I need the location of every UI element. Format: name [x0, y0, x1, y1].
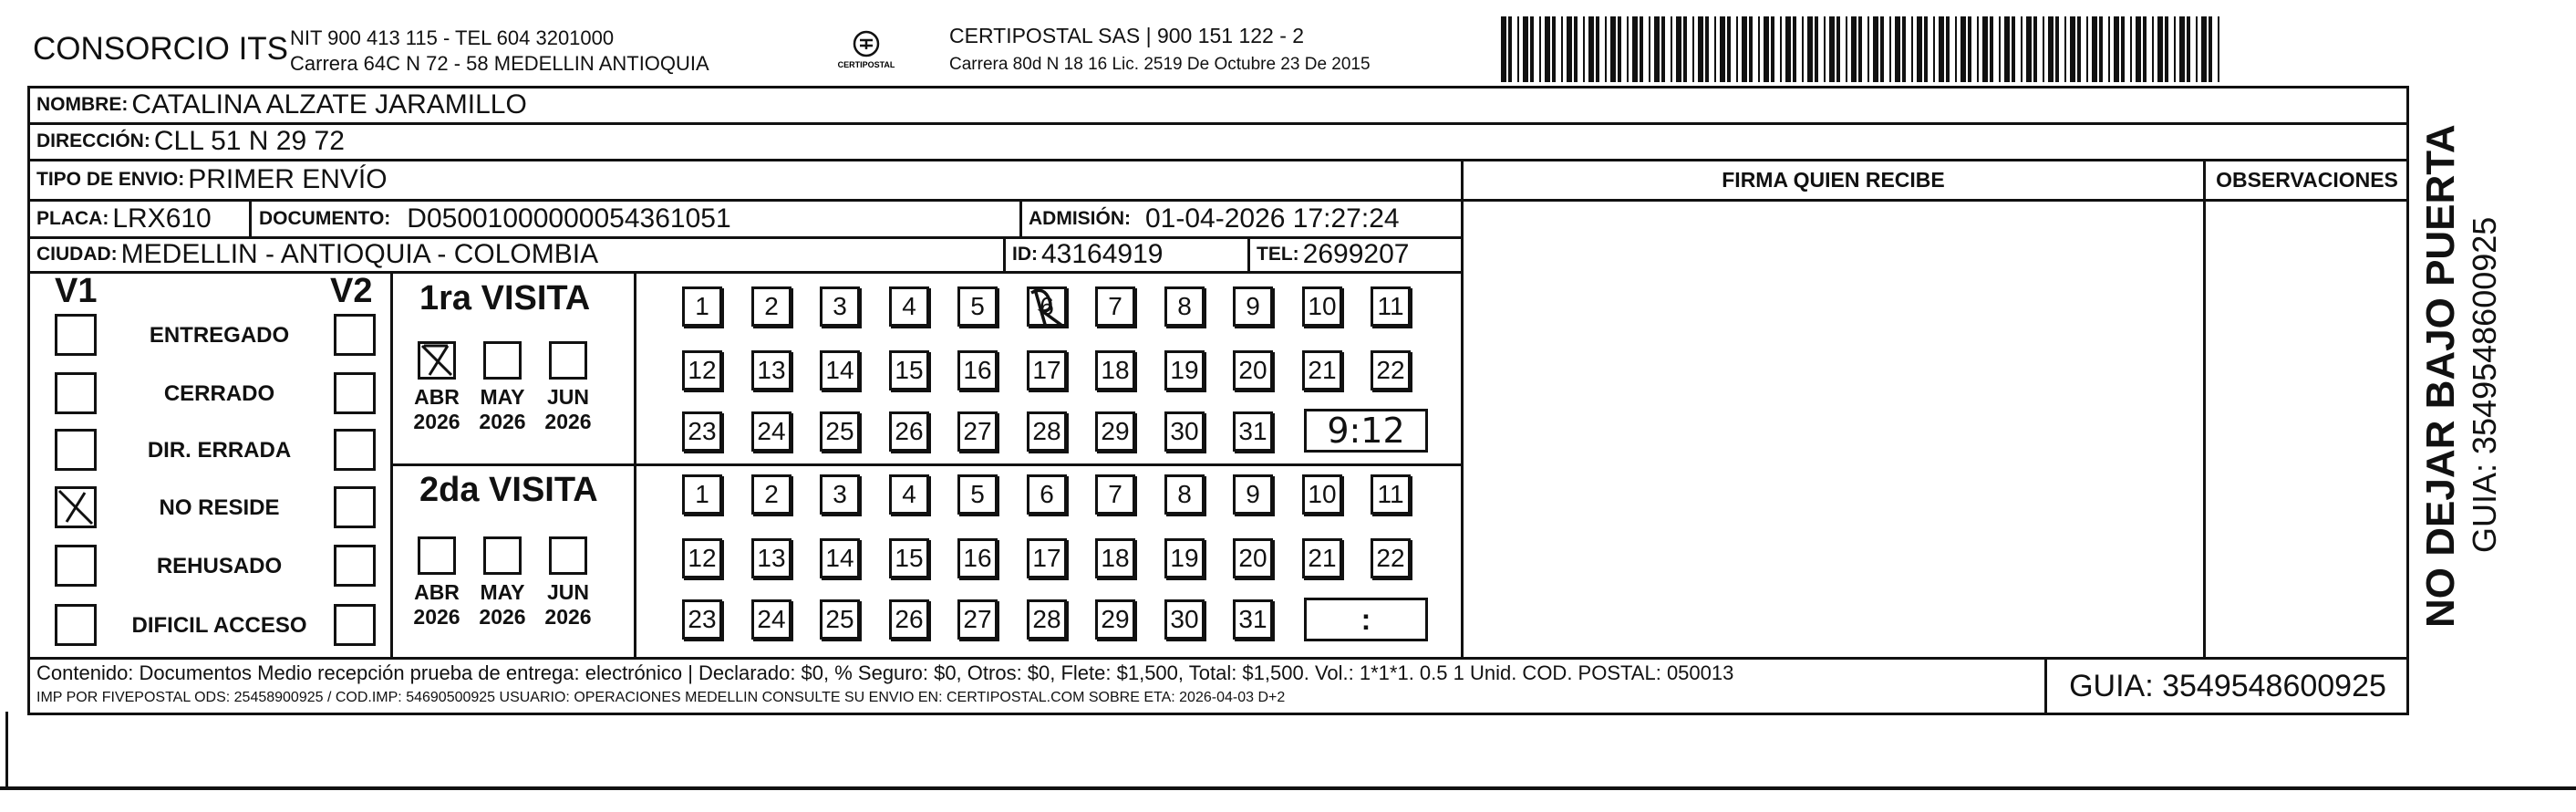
- tel-value: 2699207: [1302, 239, 1410, 269]
- day-box[interactable]: 7: [1095, 474, 1135, 515]
- documento-label: DOCUMENTO:: [259, 207, 391, 229]
- day-box[interactable]: 26: [889, 411, 929, 452]
- id-cell: [1007, 238, 1163, 271]
- admision-cell: [1023, 201, 1400, 236]
- visit1-time[interactable]: 9:12: [1304, 409, 1428, 453]
- day-box[interactable]: 20: [1233, 350, 1273, 390]
- nombre-label: NOMBRE:: [36, 94, 129, 115]
- visit-divider: [390, 463, 1461, 466]
- day-box[interactable]: 2: [751, 286, 791, 327]
- day-box[interactable]: 27: [957, 599, 998, 640]
- tel-cell: [1251, 238, 1409, 271]
- day-box[interactable]: 11: [1371, 286, 1411, 327]
- day-box[interactable]: 3: [820, 474, 860, 515]
- day-box[interactable]: 21: [1302, 538, 1342, 578]
- day-box[interactable]: 17: [1027, 350, 1067, 390]
- tipo-label: TIPO DE ENVIO:: [36, 169, 185, 190]
- day-box[interactable]: 28: [1027, 411, 1067, 452]
- day-box[interactable]: 15: [889, 350, 929, 390]
- v1-checkbox[interactable]: [55, 429, 97, 471]
- day-box[interactable]: 29: [1095, 599, 1135, 640]
- row-divider: [27, 122, 2409, 125]
- day-box[interactable]: 12: [682, 538, 722, 578]
- day-box[interactable]: 21: [1302, 350, 1342, 390]
- tel-label: TEL:: [1257, 244, 1299, 265]
- day-box[interactable]: 10: [1302, 286, 1342, 327]
- placa-label: PLACA:: [36, 207, 109, 229]
- v2-checkbox[interactable]: [334, 429, 376, 471]
- month-label: ABR 2026: [413, 385, 460, 433]
- day-box[interactable]: 27: [957, 411, 998, 452]
- day-box[interactable]: 15: [889, 538, 929, 578]
- ciudad-value: MEDELLIN - ANTIOQUIA - COLOMBIA: [120, 239, 599, 269]
- day-box[interactable]: 1: [682, 474, 722, 515]
- day-box[interactable]: 28: [1027, 599, 1067, 640]
- pen-mark: [1026, 284, 1071, 339]
- day-box[interactable]: 25: [820, 599, 860, 640]
- cell-divider: [1019, 199, 1022, 236]
- carrier-address: Carrera 80d N 18 16 Lic. 2519 De Octubre 23 De 2015: [949, 55, 1371, 74]
- status-label: NO RESIDE: [159, 495, 280, 520]
- logo-text: CERTIPOSTAL: [837, 60, 895, 69]
- cell-divider: [249, 199, 252, 236]
- month-label: JUN 2026: [544, 385, 592, 433]
- day-box[interactable]: 31: [1233, 411, 1273, 452]
- day-box[interactable]: 4: [889, 474, 929, 515]
- admision-label: ADMISIÓN:: [1029, 207, 1131, 229]
- day-box[interactable]: 19: [1164, 350, 1205, 390]
- side-guia: GUIA: 3549548600925: [2466, 216, 2503, 553]
- v2-checkbox[interactable]: [334, 545, 376, 587]
- observaciones-header: OBSERVACIONES: [2216, 167, 2398, 192]
- page-edge: [0, 786, 2576, 790]
- day-box[interactable]: 14: [820, 350, 860, 390]
- day-box[interactable]: 20: [1233, 538, 1273, 578]
- barcode: [1501, 16, 2227, 82]
- day-box[interactable]: 1: [682, 286, 722, 327]
- v1-checkbox[interactable]: [55, 372, 97, 414]
- day-box[interactable]: 7: [1095, 286, 1135, 327]
- direccion-row: [31, 124, 345, 159]
- visit1-title: 1ra VISITA: [419, 279, 591, 318]
- day-box[interactable]: 18: [1095, 538, 1135, 578]
- day-box[interactable]: 13: [751, 538, 791, 578]
- day-box[interactable]: 9: [1233, 286, 1273, 327]
- day-box[interactable]: 25: [820, 411, 860, 452]
- day-box[interactable]: 19: [1164, 538, 1205, 578]
- documento-value: D05001000000054361051: [407, 203, 731, 234]
- month-checkbox[interactable]: [418, 536, 456, 575]
- v1-checkbox[interactable]: [55, 604, 97, 646]
- day-box[interactable]: 16: [957, 538, 998, 578]
- day-box[interactable]: 24: [751, 411, 791, 452]
- v2-checkbox[interactable]: [334, 486, 376, 528]
- month-label: JUN 2026: [544, 580, 592, 629]
- day-box[interactable]: 18: [1095, 350, 1135, 390]
- guia-box: GUIA: 3549548600925: [2069, 668, 2386, 703]
- v2-label: V2: [330, 272, 373, 310]
- direccion-label: DIRECCIÓN:: [36, 130, 150, 151]
- v2-checkbox[interactable]: [334, 372, 376, 414]
- day-box[interactable]: 24: [751, 599, 791, 640]
- visit2-title: 2da VISITA: [419, 471, 598, 509]
- v2-checkbox[interactable]: [334, 314, 376, 356]
- day-box[interactable]: 10: [1302, 474, 1342, 515]
- carrier-line: CERTIPOSTAL SAS | 900 151 122 - 2: [949, 24, 1305, 47]
- day-box[interactable]: 17: [1027, 538, 1067, 578]
- month-checkbox[interactable]: [483, 536, 522, 575]
- day-box[interactable]: 4: [889, 286, 929, 327]
- day-box[interactable]: 14: [820, 538, 860, 578]
- day-box[interactable]: 22: [1371, 538, 1411, 578]
- day-box[interactable]: 22: [1371, 350, 1411, 390]
- side-warning: NO DEJAR BAJO PUERTA: [2418, 124, 2463, 628]
- month-label: ABR 2026: [413, 580, 460, 629]
- status-label: DIFICIL ACCESO: [131, 613, 307, 638]
- day-box[interactable]: 16: [957, 350, 998, 390]
- certipostal-logo: [830, 26, 903, 80]
- id-value: 43164919: [1041, 239, 1164, 269]
- visit2-time[interactable]: :: [1304, 598, 1428, 641]
- month-checkbox[interactable]: [483, 341, 522, 380]
- documento-cell: [253, 201, 731, 236]
- day-box[interactable]: 2: [751, 474, 791, 515]
- status-label: CERRADO: [163, 381, 275, 406]
- direccion-value: CLL 51 N 29 72: [153, 126, 345, 156]
- status-label: DIR. ERRADA: [147, 438, 292, 463]
- month-checkbox[interactable]: [418, 341, 456, 380]
- day-box[interactable]: 29: [1095, 411, 1135, 452]
- tipo-value: PRIMER ENVÍO: [188, 164, 388, 194]
- day-box[interactable]: 8: [1164, 286, 1205, 327]
- footer-divider: [2044, 657, 2047, 715]
- day-box[interactable]: 5: [957, 286, 998, 327]
- observations-divider: [2203, 159, 2206, 657]
- v1-checkbox[interactable]: [55, 545, 97, 587]
- cell-divider: [1003, 236, 1006, 271]
- day-box[interactable]: 26: [889, 599, 929, 640]
- nombre-row: [31, 88, 527, 122]
- placa-cell: [31, 201, 212, 236]
- day-box[interactable]: 3: [820, 286, 860, 327]
- id-label: ID:: [1012, 244, 1038, 265]
- v1-label: V1: [55, 272, 98, 310]
- month-checkbox[interactable]: [549, 341, 587, 380]
- placa-value: LRX610: [112, 203, 212, 234]
- firma-header: FIRMA QUIEN RECIBE: [1722, 167, 1945, 192]
- status-label: ENTREGADO: [149, 323, 290, 348]
- day-box[interactable]: 6: [1027, 474, 1067, 515]
- footer-print-line: IMP POR FIVEPOSTAL ODS: 25458900925 / COD.IMP: 54690500925 USUARIO: OPERACIONES MEDELLIN CONSULTE SU ENVIO EN: CERTIPOSTAL.COM SOBRE ETA: 2026-04-03 D+2: [36, 690, 1286, 705]
- cell-divider: [1247, 236, 1250, 271]
- month-label: MAY 2026: [479, 385, 526, 433]
- day-box[interactable]: 23: [682, 411, 722, 452]
- day-box[interactable]: 30: [1164, 411, 1205, 452]
- day-box[interactable]: 5: [957, 474, 998, 515]
- nombre-value: CATALINA ALZATE JARAMILLO: [131, 89, 527, 120]
- day-box[interactable]: 9: [1233, 474, 1273, 515]
- month-label: MAY 2026: [479, 580, 526, 629]
- v1-checkbox[interactable]: [55, 486, 97, 528]
- admision-value: 01-04-2026 17:27:24: [1145, 203, 1400, 234]
- page-edge: [5, 712, 8, 788]
- day-box[interactable]: 12: [682, 350, 722, 390]
- brand-name: CONSORCIO ITS: [33, 31, 289, 67]
- day-box[interactable]: 11: [1371, 474, 1411, 515]
- day-box[interactable]: 6: [1027, 286, 1067, 327]
- day-box[interactable]: 13: [751, 350, 791, 390]
- footer-content-line: Contenido: Documentos Medio recepción prueba de entrega: electrónico | Declarado: $0, % Seguro: $0, Otros: $0, Flete: $1,500, Total: $1,500. Vol.: 1*1*1. 0.5 1 Unid. COD. POSTAL: 050013: [36, 661, 1734, 684]
- v2-checkbox[interactable]: [334, 604, 376, 646]
- company-address: Carrera 64C N 72 - 58 MEDELLIN ANTIOQUIA: [290, 52, 709, 75]
- day-box[interactable]: 30: [1164, 599, 1205, 640]
- ciudad-label: CIUDAD:: [36, 244, 118, 265]
- status-label: REHUSADO: [156, 554, 283, 578]
- v1-checkbox[interactable]: [55, 314, 97, 356]
- signature-divider: [1461, 159, 1464, 657]
- day-box[interactable]: 23: [682, 599, 722, 640]
- row-divider: [27, 271, 1461, 274]
- tipo-row: [31, 161, 388, 199]
- day-box[interactable]: 31: [1233, 599, 1273, 640]
- month-checkbox[interactable]: [549, 536, 587, 575]
- nit-line: NIT 900 413 115 - TEL 604 3201000: [290, 26, 615, 49]
- ciudad-cell: [31, 238, 598, 271]
- day-box[interactable]: 8: [1164, 474, 1205, 515]
